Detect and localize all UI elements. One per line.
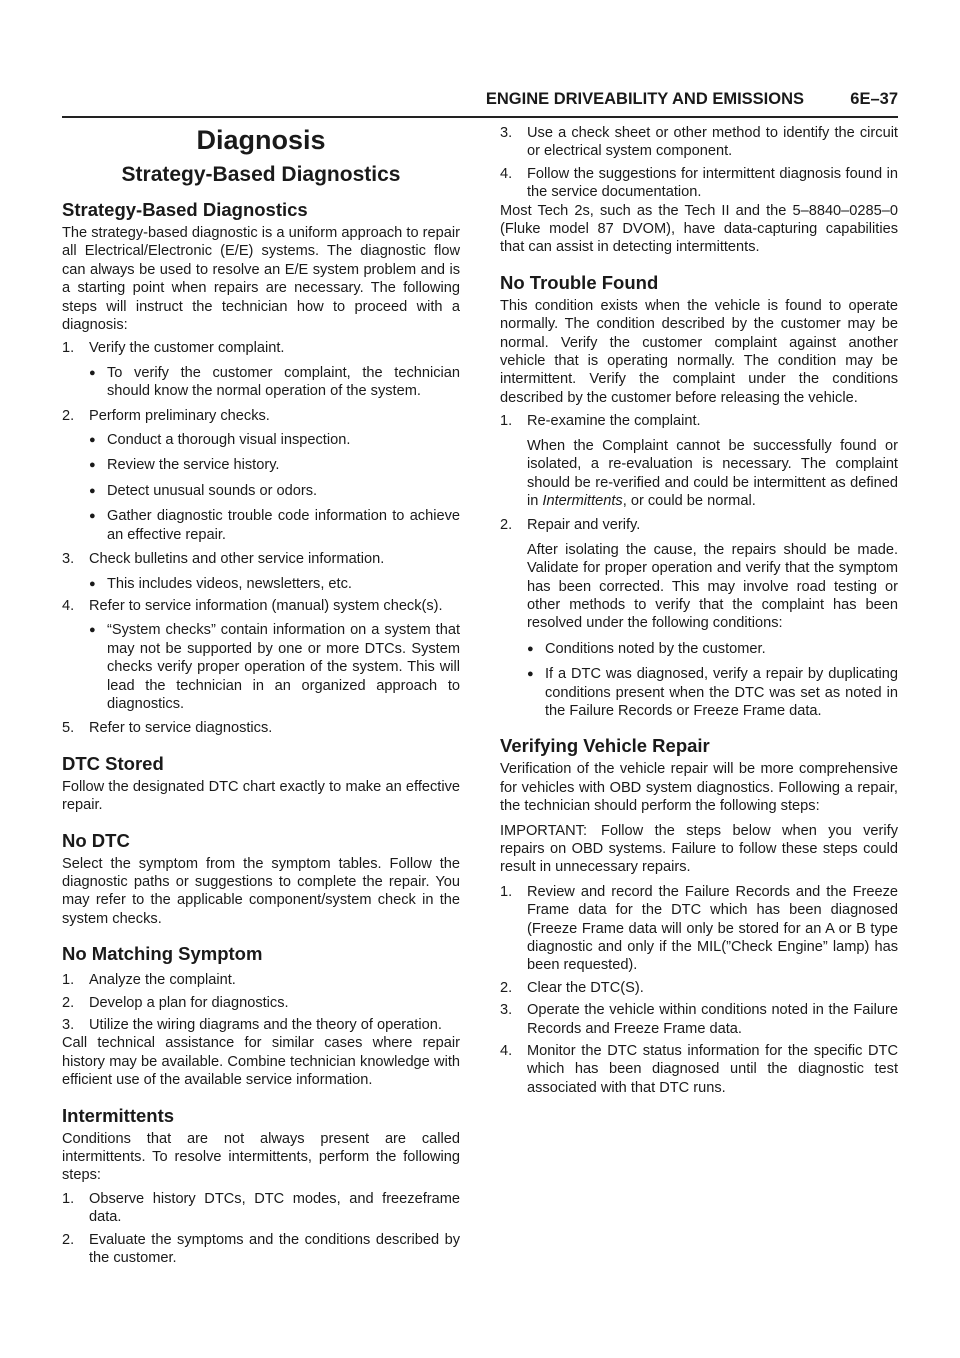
page-subtitle: Strategy-Based Diagnostics [121, 163, 401, 186]
bullet-item: ● Gather diagnostic trouble code information to achieve an effective repair. [89, 508, 460, 543]
list-item: 1. Observe history DTCs, DTC modes, and freezeframe data. [62, 1190, 460, 1226]
bullet-item: ● Review the service history. [89, 457, 280, 474]
list-item: 2. Perform preliminary checks. [62, 407, 270, 424]
left-column [62, 120, 460, 1267]
paragraph: Follow the designated DTC chart exactly to make an effective repair. [62, 778, 460, 814]
list-item: 2. Evaluate the symptoms and the conditions described by the customer. [62, 1231, 460, 1267]
list-item: 2. Clear the DTC(S). [500, 979, 644, 996]
list-item: 2. Repair and verify. [500, 517, 641, 534]
important-note: IMPORTANT: Follow the steps below when you verify repairs on OBD systems. Failure to follow these steps could result in unnecessary repairs. [500, 822, 898, 876]
bullet-icon: ● [89, 459, 96, 472]
list-item: 2. Develop a plan for diagnostics. [62, 994, 289, 1011]
page-number: 6E–37 [850, 90, 898, 108]
bullet-icon: ● [527, 642, 534, 655]
bullet-icon: ● [527, 668, 534, 681]
list-item: 3. Check bulletins and other service information. [62, 551, 385, 568]
bullet-icon: ● [89, 510, 96, 523]
paragraph: Select the symptom from the symptom tables. Follow the diagnostic paths or suggestions to complete the repair. You may refer to the applicable component/system check in the system checks. [62, 855, 460, 927]
bullet-item: ● “System checks” contain information on a system that may not be supported by one or more DTCs. System checks verify proper operation of the system. This will lead the technician in an organized approach to diagnostics. [89, 622, 460, 712]
bullet-item: ● To verify the customer complaint, the technician should know the normal operation of the system. [89, 364, 460, 400]
list-item: 4. Monitor the DTC status information for the specific DTC which has been diagnosed until the diagnostic test associated with that DTC runs. [500, 1043, 898, 1096]
page-header [62, 88, 898, 118]
list-item: 1. Analyze the complaint. [62, 972, 236, 989]
heading-verifying-vehicle-repair: Verifying Vehicle Repair [500, 735, 710, 757]
bullet-item: ● Detect unusual sounds or odors. [89, 482, 318, 499]
numbered-list [500, 883, 898, 1097]
heading-dtc-stored: DTC Stored [62, 752, 164, 774]
list-item: 1. Re-examine the complaint. [500, 413, 701, 430]
list-item: 4. Refer to service information (manual) system check(s). [62, 597, 443, 614]
bullet-item: ● If a DTC was diagnosed, verify a repair by duplicating conditions present when the DTC was set as noted in the Failure Records or Freeze Frame data. [527, 666, 898, 719]
paragraph: The strategy-based diagnostic is a uniform approach to repair all Electrical/Electronic (E/E) systems. The diagnostic flow can always be used to resolve an E/E system problem and is a starting point when repairs are necessary. The following steps will instruct the technician how to proceed with a diagnosis: [62, 225, 460, 334]
bullet-icon: ● [89, 366, 96, 379]
numbered-list [62, 971, 460, 1034]
list-item: 4. Follow the suggestions for intermittent diagnosis found in the service documentation. [500, 165, 898, 201]
numbered-list [62, 1190, 460, 1268]
bullet-icon: ● [89, 577, 96, 590]
list-item: 1. Review and record the Failure Records and the Freeze Frame data for the DTC which has been diagnosed (Freeze Frame data will only be stored for an A or B type diagnostic and only if the MIL(”Check Engine” lamp) has been requested). [500, 883, 898, 974]
sub-paragraph: When the Complaint cannot be successfully found or isolated, a re-evaluation is necessary. The complaint should be re-verified and could be intermittent as defined in Intermittents, or could be normal. [527, 437, 898, 509]
paragraph: Verification of the vehicle repair will be more comprehensive for vehicles with OBD system diagnostics. Following a repair, the technician should perform the following steps: [500, 761, 898, 815]
numbered-list [500, 124, 898, 202]
heading-intermittents: Intermittents [62, 1104, 175, 1126]
bullet-item: ● Conditions noted by the customer. [527, 640, 766, 657]
heading-no-matching-symptom: No Matching Symptom [62, 943, 263, 965]
bullet-item: ● This includes videos, newsletters, etc. [89, 575, 352, 592]
section-title: ENGINE DRIVEABILITY AND EMISSIONS [485, 90, 804, 108]
heading-no-trouble-found: No Trouble Found [500, 271, 659, 293]
emphasis: Intermittents [542, 492, 623, 509]
list-item: 5. Refer to service diagnostics. [62, 720, 273, 737]
list-item: 1. Verify the customer complaint. [62, 340, 285, 357]
paragraph: Conditions that are not always present are called intermittents. To resolve intermittents, perform the following steps: [62, 1130, 460, 1184]
bullet-icon: ● [89, 624, 96, 637]
numbered-list [62, 339, 460, 737]
heading-no-dtc: No DTC [62, 829, 130, 851]
right-column [500, 120, 898, 1097]
list-item: 3. Operate the vehicle within conditions noted in the Failure Records and Freeze Frame data. [500, 1002, 898, 1037]
list-item: 3. Use a check sheet or other method to identify the circuit or electrical system component. [500, 125, 898, 160]
important-label: IMPORTANT: [500, 822, 588, 839]
paragraph: Most Tech 2s, such as the Tech II and the 5–8840–0285–0 (Fluke model 87 DVOM), have data-capturing capabilities that can assist in detecting intermittents. [500, 202, 898, 256]
bullet-item: ● Conduct a thorough visual inspection. [89, 432, 351, 449]
page-title: Diagnosis [196, 125, 326, 155]
heading-strategy-based: Strategy-Based Diagnostics [62, 199, 308, 220]
paragraph: Call technical assistance for similar cases where repair history may be available. Combine technician knowledge with efficient use of the available service information. [62, 1035, 460, 1089]
sub-paragraph: After isolating the cause, the repairs should be made. Validate for proper operation and verify that the symptom has been corrected. This may involve road testing or other methods to verify that the complaint has been resolved under the following conditions: [527, 541, 898, 632]
list-item: 3. Utilize the wiring diagrams and the theory of operation. [62, 1017, 442, 1033]
paragraph: This condition exists when the vehicle is found to operate normally. The condition described by the customer may be normal. Verify the customer complaint against another vehicle that is operating normally. The condition may be intermittent. Verify the complaint under the conditions described by the customer before releasing the vehicle. [500, 297, 898, 406]
bullet-icon: ● [89, 484, 96, 497]
bullet-icon: ● [89, 434, 96, 447]
numbered-list [500, 412, 898, 720]
